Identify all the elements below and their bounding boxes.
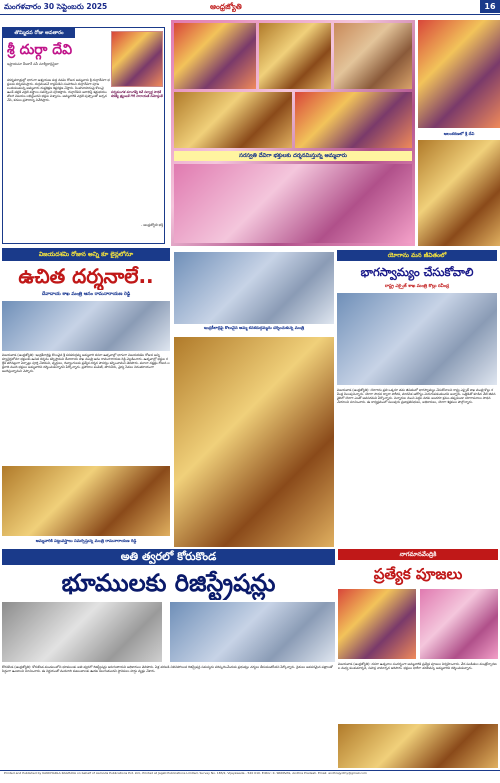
durga-subtitle: ఇష్టాయమా కేంతారే వసీ మాశ్వీకాద్రిస్థితా bbox=[7, 62, 59, 66]
naga-photo-2 bbox=[420, 589, 498, 659]
vijaya-body: విజయవాడ (ఆంధ్రజ్యోతి): ఇంద్రకీలాద్రిపై కొలువైన శ్రీ కనకదుర్గమ్మ అమ్మవారి దసరా ఉత్సవాల్లో భాగంగా విజయదశమి రోజున అన్ని క్యూలైన్లలోనూ భక్తులకు ఉచిత దర్శనం కల్పిస్తామని దేవాదాయ శాఖ మంత్రి ఆనం రామనారాయణ రెడ్డి వెల్లడించారు. ఉత్సవాల్లో భక్తుల రద్దీకి తగినట్లుగా ఏర్పాట్లు పూర్తి చేశామని, వృద్ధులు, దివ్యాంగులకు ప్రత్యేక దర్శన సౌకర్యం కల్పించామని తెలిపారు. మూలా నక్షత్రం రోజున లక్షలాది మంది భక్తులు అమ్మవారిని దర్శించుకున్నారని పేర్కొన్నారు. ప్రసాదాల పంపిణీ, తాగునీరు, వైద్య సేవలు నిరంతరాయంగా అందిస్తున్నామని చెప్పారు. bbox=[2, 353, 170, 374]
naga-label: నాగమానవేంద్రికి bbox=[338, 549, 498, 560]
durga-credit: - ఆంధ్రజ్యోతి భక్తి bbox=[140, 223, 163, 227]
vijaya-photo-caption: అమ్మవారికి పట్టువస్త్రాలు సమర్పిస్తున్న మంత్రి రామనారాయణ రెడ్డి bbox=[35, 538, 137, 543]
vijaya-photo-bottom bbox=[2, 466, 170, 536]
collage-photo-1 bbox=[174, 23, 256, 89]
page-header bbox=[0, 0, 500, 15]
durga-devi-box bbox=[2, 27, 165, 244]
durga-title: శ్రీ దుర్గా దేవి bbox=[7, 42, 73, 58]
vijaya-label: విజయదశమి రోజున అన్ని కూ లైన్లలోనూ bbox=[2, 248, 170, 261]
collage-photo-2 bbox=[259, 23, 331, 89]
right-photo-caption: ఆలంకరణలో శ్రీ దేవి bbox=[443, 131, 475, 136]
top-photo-caption: సరస్వతి దేవిగా భక్తులకు దర్శనమిస్తున్న అమ్మవారు bbox=[174, 151, 412, 161]
yoga-headline: భాగస్వామ్యం చేసుకోవాలి bbox=[360, 265, 474, 279]
durga-shloka: సర్వమంగళ మాంగళ్యే శివే సర్వార్థ సాధికే శరణ్యే త్ర్యంబకే గౌరీ నారాయణి నమోస్తుతే bbox=[111, 90, 163, 99]
land-photo-left bbox=[2, 602, 162, 662]
naga-photo-1 bbox=[338, 589, 416, 659]
collage-photo-5 bbox=[295, 92, 412, 148]
collage-photo-4 bbox=[174, 92, 292, 148]
header-paper-name: ఆంధ్రజ్యోతి bbox=[210, 2, 242, 11]
center-photo-caption: ఇంద్రకీలాద్రిపై కొలువైన అమ్మ కనకదుర్గమ్మను దర్శించుకున్న మంత్రి bbox=[203, 325, 305, 330]
yoga-label: యోగాను మన జీవితంలో bbox=[337, 250, 497, 261]
land-body: కోరుకొండ (ఆంధ్రజ్యోతి): కోరుకొండ మండలంలోని భూములకు అతి త్వరలో రిజిస్ట్రేషన్లు జరుగుతాయని అధికారులు తెలిపారు. ఏళ్ల తరబడి నిలిచిపోయిన రిజిస్ట్రేషన్ల సమస్యను పరిష్కరించేందుకు ప్రభుత్వం చర్యలు తీసుకుంటోందని పేర్కొన్నారు. రైతులు అవసరమైన పత్రాలతో సిద్ధంగా ఉండాలని సూచించారు. ఈ నిర్ణయంతో వందలాది కుటుంబాలకు ఊరట కలుగుతుందని స్థానికులు హర్షం వ్యక్తం చేశారు. bbox=[2, 665, 334, 674]
durga-body: శరన్నవరాత్రుల్లో భాగంగా ఆశ్వయుజ శుద్ధ నవమి రోజున అమ్మవారు శ్రీ దుర్గాదేవిగా భక్తులకు దర్శనమిస్తారు. దుర్గముడనే రాక్షసుడిని సంహరించి దుర్గాదేవిగా పూజలందుకుంటున్న అమ్మవారు దుష్టశిక్షణ శిష్టరక్షణ చేస్తారు. సింహవాహనంపై కొలువై ఉండే తల్లికి ఎర్రటి వస్త్రాలు సమర్పించి పూజిస్తారు. దుర్గాదేవిని ఆరాధిస్తే శత్రుభయం తొలగి విజయం లభిస్తుందని భక్తుల విశ్వాసం. అమ్మవారికి ఎర్రటి పుష్పాలతో అర్చన చేసి, కదంబ ప్రసాదాన్ని నివేదిస్తారు. bbox=[7, 78, 110, 103]
right-column-photo bbox=[418, 20, 500, 128]
naga-headline: ప్రత్యేక పూజలు bbox=[373, 565, 463, 583]
land-photo-right bbox=[170, 602, 335, 662]
right-column-photo-2 bbox=[418, 140, 500, 246]
top-photo-collage bbox=[171, 20, 415, 246]
vijaya-byline: దేవాదాయ శాఖ మంత్రి ఆనం రామనారాయణ రెడ్డి bbox=[41, 292, 131, 297]
collage-photo-3 bbox=[334, 23, 412, 89]
header-date: మంగళవారం 30 సెప్టెంబరు 2025 bbox=[4, 2, 108, 11]
center-photo-1 bbox=[174, 252, 334, 324]
yoga-byline: రాష్ట్ర ఎక్సైజ్ శాఖ మంత్రి కొల్లు రవీంద్ర bbox=[384, 284, 450, 289]
page-footer bbox=[0, 770, 500, 783]
land-label: అతి త్వరలో కోరుకొండ bbox=[2, 549, 335, 565]
naga-body: విజయవాడ (ఆంధ్రజ్యోతి): దసరా ఉత్సవాల సందర్భంగా అమ్మవారికి ప్రత్యేక పూజలు నిర్వహించారు. వేద పండితుల మంత్రోచ్ఛారణల మధ్య కుంకుమార్చన, సహస్ర నామార్చన జరిపారు. భక్తులు భారీగా తరలివచ్చి అమ్మవారిని దర్శించుకున్నారు. bbox=[338, 662, 497, 671]
durga-goddess-image bbox=[111, 31, 163, 87]
vijaya-photo-top bbox=[2, 301, 170, 351]
center-photo-2 bbox=[174, 337, 334, 547]
page-number: 16 bbox=[480, 0, 500, 13]
yoga-body: విజయవాడ (ఆంధ్రజ్యోతి): యోగాను ప్రతి ఒక్కరూ తమ జీవితంలో భాగస్వామ్యం చేసుకోవాలని రాష్ట్ర ఎక్సైజ్ శాఖ మంత్రి కొల్లు రవీంద్ర పిలుపునిచ్చారు. యోగా సాధన ద్వారా శారీరక, మానసిక ఆరోగ్యం మెరుగుపడుతుందని అన్నారు. ఒత్తిడితో కూడిన నేటి జీవనశైలిలో యోగా ఎంతో అవసరమని పేర్కొన్నారు. చిన్నారుల నుంచి పెద్దల వరకు అందరూ క్రమం తప్పకుండా యోగాసనాలు సాధన చేయాలని సూచించారు. ఈ కార్యక్రమంలో పలువురు ప్రజాప్రతినిధులు, అధికారులు, యోగా శిక్షకులు పాల్గొన్నారు. bbox=[337, 388, 496, 405]
yoga-photo bbox=[337, 293, 497, 385]
durga-day-label: తొమ్మిదవ రోజు అవతారం bbox=[3, 28, 75, 38]
land-headline: భూములకు రిజిస్ట్రేషన్లు bbox=[61, 569, 276, 597]
vijaya-headline: ఉచిత దర్శనాలే.. bbox=[18, 264, 154, 288]
collage-photo-6 bbox=[174, 164, 412, 243]
naga-photo-3 bbox=[338, 724, 498, 768]
footer-imprint: Printed and Published by KANCHARLA RAGHAVA on behalf of Aamoda Publications Pvt. Ltd., Printed at Jagati Publications Limited, Survey No. 183/2, Vijayawada - 520 010. Editor: K. SRINIVAS, Andhra Pradesh. Email: andhrajyothy@gmail.com bbox=[4, 771, 367, 775]
